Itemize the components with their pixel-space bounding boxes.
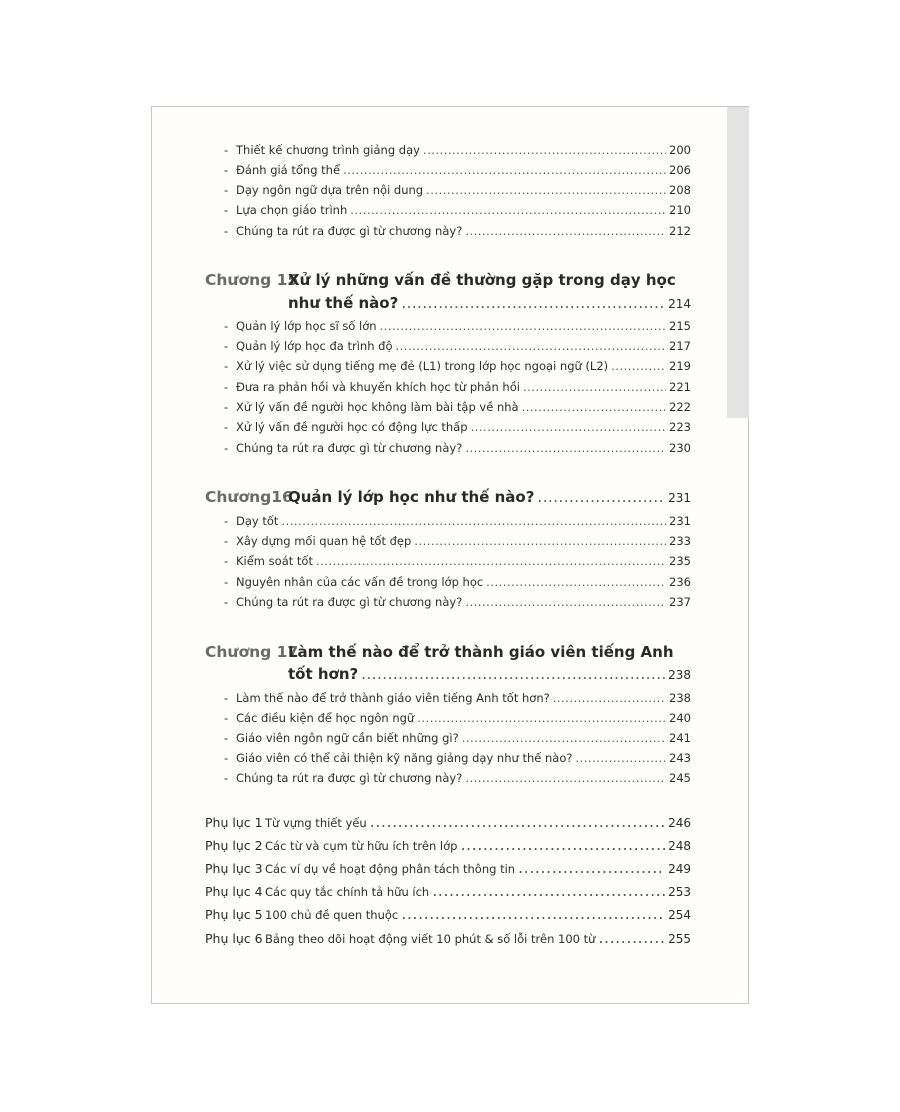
entry-page-number: 238: [669, 691, 691, 705]
entry-title: Thiết kế chương trình giảng dạy: [236, 143, 420, 157]
entry-dash: -: [224, 554, 229, 568]
chapter-page-number: 214: [668, 297, 691, 311]
toc-entry: [224, 440, 691, 456]
entry-dash: -: [224, 575, 229, 589]
entry-dash: -: [224, 441, 229, 455]
entry-page-number: 221: [669, 380, 691, 394]
dot-leader: [401, 293, 665, 313]
entry-page-number: 222: [669, 400, 691, 414]
entry-dash: -: [224, 691, 229, 705]
dot-leader: [281, 513, 666, 529]
toc-entry: [224, 730, 691, 746]
toc-entry: [224, 710, 691, 726]
chapter-title: Quản lý lớp học như thế nào?: [288, 488, 535, 506]
entry-page-number: 217: [669, 339, 691, 353]
appendix-title: Các quy tắc chính tả hữu ích: [265, 885, 430, 899]
entry-dash: -: [224, 731, 229, 745]
chapter-title-cont: tốt hơn?: [288, 665, 359, 683]
entry-title: Chúng ta rút ra được gì từ chương này?: [236, 595, 463, 609]
entry-dash: -: [224, 319, 229, 333]
entry-page-number: 206: [669, 163, 691, 177]
dot-leader: [426, 182, 666, 198]
dot-leader: [343, 162, 666, 178]
dot-leader: [537, 487, 665, 507]
entry-page-number: 208: [669, 183, 691, 197]
entry-title: Đánh giá tổng thể: [236, 163, 341, 177]
toc-entry: [224, 182, 691, 198]
appendix-page-number: 249: [668, 862, 691, 876]
toc-entry: [224, 379, 691, 395]
entry-page-number: 231: [669, 514, 691, 528]
appendix-page-number: 254: [668, 908, 691, 922]
entry-title: Các điều kiện để học ngôn ngữ: [236, 711, 415, 725]
dot-leader: [523, 379, 666, 395]
appendix-number: Phụ lục 1: [205, 815, 263, 830]
entry-page-number: 235: [669, 554, 691, 568]
entry-title: Quản lý lớp học đa trình độ: [236, 339, 393, 353]
entry-title: Nguyên nhân của các vấn đề trong lớp học: [236, 575, 484, 589]
chapter-title-cont: như thế nào?: [288, 294, 399, 312]
entry-page-number: 243: [669, 751, 691, 765]
chapter-number: Chương 15: [205, 271, 299, 289]
entry-page-number: 212: [669, 224, 691, 238]
entry-dash: -: [224, 400, 229, 414]
entry-page-number: 245: [669, 771, 691, 785]
appendix-title: 100 chủ đề quen thuộc: [265, 908, 399, 922]
toc-entry: [224, 533, 691, 549]
appendix-title: Bảng theo dõi hoạt động viết 10 phút & số lỗi trên 100 từ: [265, 932, 596, 946]
appendix-number: Phụ lục 4: [205, 884, 263, 899]
dot-leader: [611, 358, 666, 374]
dot-leader: [471, 419, 666, 435]
entry-title: Giáo viên ngôn ngữ cần biết những gì?: [236, 731, 459, 745]
appendix-entry: [205, 929, 691, 948]
appendix-title: Từ vựng thiết yếu: [265, 816, 367, 830]
toc-entry: [224, 594, 691, 610]
chapter-title-line: [288, 487, 691, 508]
entry-page-number: 240: [669, 711, 691, 725]
appendix-entry: [205, 905, 691, 924]
toc-entry: [224, 318, 691, 334]
dot-leader: [465, 223, 666, 239]
entry-title: Giáo viên có thể cải thiện kỹ năng giảng dạy như thế nào?: [236, 751, 573, 765]
entry-title: Chúng ta rút ra được gì từ chương này?: [236, 224, 463, 238]
entry-dash: -: [224, 163, 229, 177]
entry-title: Dạy tốt: [236, 514, 279, 528]
appendix-page-number: 253: [668, 885, 691, 899]
dot-leader: [395, 338, 666, 354]
entry-title: Lựa chọn giáo trình: [236, 203, 348, 217]
entry-dash: -: [224, 380, 229, 394]
entry-page-number: 223: [669, 420, 691, 434]
dot-leader: [361, 664, 665, 684]
toc-entry: [224, 162, 691, 178]
entry-dash: -: [224, 595, 229, 609]
entry-dash: -: [224, 359, 229, 373]
dot-leader: [518, 859, 665, 877]
entry-dash: -: [224, 534, 229, 548]
entry-title: Dạy ngôn ngữ dựa trên nội dung: [236, 183, 424, 197]
toc-entry: [224, 770, 691, 786]
entry-dash: -: [224, 183, 229, 197]
appendix-page-number: 248: [668, 839, 691, 853]
entry-dash: -: [224, 771, 229, 785]
entry-title: Xử lý vấn đề người học không làm bài tập về nhà: [236, 400, 519, 414]
appendix-title: Các từ và cụm từ hữu ích trên lớp: [265, 839, 458, 853]
appendix-page-number: 246: [668, 816, 691, 830]
entry-title: Quản lý lớp học sĩ số lớn: [236, 319, 377, 333]
toc-entry: [224, 399, 691, 415]
toc-entry: [224, 574, 691, 590]
dot-leader: [417, 710, 666, 726]
appendix-title: Các ví dụ về hoạt động phân tách thông tin: [265, 862, 516, 876]
entry-title: Đưa ra phản hồi và khuyến khích học từ phản hồi: [236, 380, 520, 394]
toc-entry: [224, 358, 691, 374]
appendix-entry: [205, 813, 691, 832]
toc-entry: [224, 202, 691, 218]
entry-page-number: 219: [669, 359, 691, 373]
toc-entry: [224, 553, 691, 569]
entry-page-number: 200: [669, 143, 691, 157]
entry-page-number: 236: [669, 575, 691, 589]
dot-leader: [401, 905, 665, 923]
dot-leader: [486, 574, 666, 590]
entry-title: Xây dựng mối quan hệ tốt đẹp: [236, 534, 412, 548]
dot-leader: [370, 813, 665, 831]
entry-title: Xử lý việc sử dụng tiếng mẹ đẻ (L1) trong lớp học ngoại ngữ (L2): [236, 359, 609, 373]
dot-leader: [432, 882, 665, 900]
entry-dash: -: [224, 514, 229, 528]
dot-leader: [423, 142, 666, 158]
entry-page-number: 241: [669, 731, 691, 745]
dot-leader: [522, 399, 666, 415]
dot-leader: [553, 690, 666, 706]
dot-leader: [598, 929, 665, 947]
entry-title: Chúng ta rút ra được gì từ chương này?: [236, 441, 463, 455]
appendix-number: Phụ lục 2: [205, 838, 263, 853]
toc-entry: [224, 750, 691, 766]
toc-entry: [224, 223, 691, 239]
chapter-page-number: 231: [668, 491, 691, 505]
dot-leader: [414, 533, 666, 549]
toc-entry: [224, 513, 691, 529]
entry-title: Xử lý vấn đề người học có động lực thấp: [236, 420, 468, 434]
entry-dash: -: [224, 711, 229, 725]
entry-dash: -: [224, 339, 229, 353]
chapter-title-line: [288, 664, 691, 685]
chapter-number: Chương 17: [205, 643, 299, 661]
entry-dash: -: [224, 224, 229, 238]
dot-leader: [465, 770, 666, 786]
appendix-entry: [205, 836, 691, 855]
appendix-entry: [205, 882, 691, 901]
chapter-number: Chương16: [205, 488, 293, 506]
entry-page-number: 233: [669, 534, 691, 548]
chapter-page-number: 238: [668, 668, 691, 682]
toc-entry: [224, 419, 691, 435]
dot-leader: [316, 553, 666, 569]
chapter-title: Xử lý những vấn đề thường gặp trong dạy học: [288, 271, 676, 289]
dot-leader: [350, 202, 666, 218]
entry-dash: -: [224, 143, 229, 157]
dot-leader: [575, 750, 666, 766]
dot-leader: [465, 594, 666, 610]
appendix-number: Phụ lục 3: [205, 861, 263, 876]
chapter-title: Làm thế nào để trở thành giáo viên tiếng Anh: [288, 643, 674, 661]
entry-title: Làm thế nào để trở thành giáo viên tiếng Anh tốt hơn?: [236, 691, 550, 705]
entry-dash: -: [224, 203, 229, 217]
entry-page-number: 230: [669, 441, 691, 455]
dot-leader: [460, 836, 665, 854]
dot-leader: [462, 730, 666, 746]
entry-dash: -: [224, 751, 229, 765]
appendix-entry: [205, 859, 691, 878]
entry-dash: -: [224, 420, 229, 434]
toc-entry: [224, 142, 691, 158]
entry-page-number: 210: [669, 203, 691, 217]
page-edge-tab: [727, 107, 749, 418]
appendix-page-number: 255: [668, 932, 691, 946]
entry-page-number: 237: [669, 595, 691, 609]
appendix-number: Phụ lục 5: [205, 907, 263, 922]
appendix-number: Phụ lục 6: [205, 931, 263, 946]
entry-title: Kiểm soát tốt: [236, 554, 313, 568]
entry-page-number: 215: [669, 319, 691, 333]
dot-leader: [380, 318, 667, 334]
toc-entry: [224, 690, 691, 706]
toc-entry: [224, 338, 691, 354]
dot-leader: [465, 440, 666, 456]
chapter-title-line: [288, 293, 691, 314]
entry-title: Chúng ta rút ra được gì từ chương này?: [236, 771, 463, 785]
